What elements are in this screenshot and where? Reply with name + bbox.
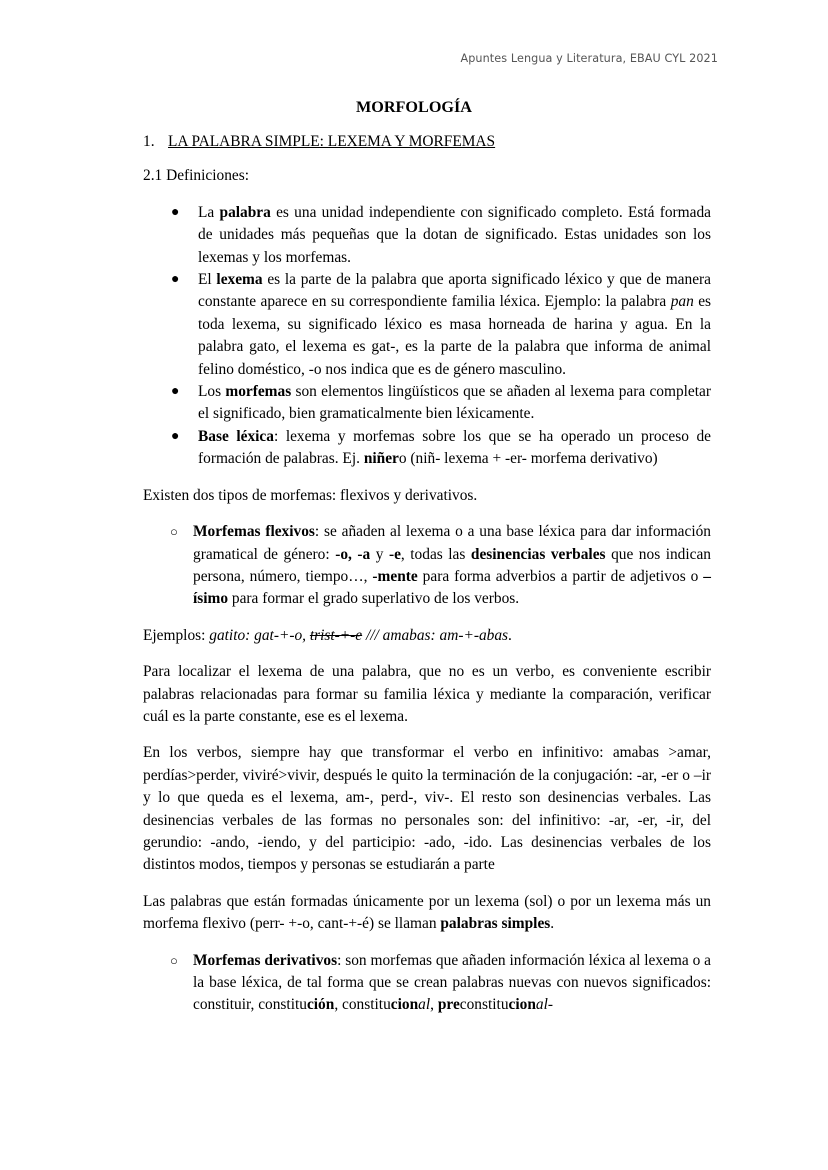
paragraph-simples: Las palabras que están formadas únicamente por un lexema (sol) o por un lexema más un morfema flexivo (perr- +-o, cant-+-é) se llaman palabras simples. (143, 892, 711, 933)
definition-morfemas: ● Los morfemas son elementos lingüísticos que se añaden al lexema para completar el significado, bien gramaticalmente bien léxicamente. (171, 383, 711, 423)
paragraph-tipos: Existen dos tipos de morfemas: flexivos y derivativos. (143, 486, 478, 504)
page-title: MORFOLOGÍA (355, 98, 472, 116)
subsection-heading: 2.1 Definiciones: (143, 167, 249, 185)
bullet-icon: ● (171, 272, 180, 288)
definition-base-lexica: ● Base léxica: lexema y morfemas sobre los que se ha operado un proceso de formación de palabras. Ej. niñero (niñ- lexema + -er- morfema derivativo) (171, 427, 711, 468)
section-heading (143, 131, 711, 153)
paragraph-ejemplos: Ejemplos: gatito: gat-+-o, trist-+-e /// amabas: am-+-abas. (143, 626, 512, 644)
definition-palabra: ● La palabra es una unidad independiente con significado completo. Está formada de unidades más pequeñas que la dotan de significado. Estas unidades son los lexemas y los morfemas. (171, 203, 711, 266)
definitions-list (143, 202, 711, 471)
circle-bullet-icon: ○ (170, 524, 178, 540)
definition-lexema: ● El lexema es la parte de la palabra que aporta significado léxico y que de manera constante aparece en su correspondiente familia léxica. Ejemplo: la palabra pan es toda lexema, su significado léxico es masa horneada de harina y agua. En la palabra gato, el lexema es gat-, es la parte de la palabra que informa de animal felino doméstico, -o nos indica que es de género masculino. (171, 271, 712, 378)
circle-bullet-icon: ○ (170, 952, 178, 968)
bullet-icon: ● (171, 384, 180, 400)
paragraph-localizar: Para localizar el lexema de una palabra, que no es un verbo, es conveniente escribir palabras relacionadas para formar su familia léxica y mediante la comparación, verificar cuál es la parte constante, ese es el lexema. (143, 663, 711, 725)
morfemas-derivativos-item: ○ Morfemas derivativos: son morfemas que añaden información léxica al lexema o a la base léxica, de tal forma que se crean palabras nuevas con nuevos significados: constituir, constitución, constitucional, preconstitucional- (170, 951, 711, 1014)
morfemas-flexivos-item: ○ Morfemas flexivos: se añaden al lexema o a una base léxica para dar información gramatical de género: -o, -a y -e, todas las desinencias verbales que nos indican persona, número, tiempo…, -mente para forma adverbios a partir de adjetivos o –ísimo para formar el grado superlativo de los verbos. (170, 523, 712, 608)
page-header: Apuntes Lengua y Literatura, EBAU CYL 2021 (460, 52, 718, 65)
bullet-icon: ● (171, 428, 180, 444)
section-number: 1. (143, 133, 155, 150)
bullet-icon: ● (171, 204, 180, 220)
document-body (143, 131, 711, 1031)
section-title: LA PALABRA SIMPLE: LEXEMA Y MORFEMAS (168, 133, 496, 150)
paragraph-verbos: En los verbos, siempre hay que transformar el verbo en infinitivo: amabas >amar, perdías>perder, viviré>vivir, después le quito la terminación de la conjugación: -ar, -er o –ir y lo que queda es el lexema, am-, perd-, viv-. El resto son desinencias verbales. Las desinencias verbales de las formas no personales son: del infinitivo: -ar, -er, -ir, del gerundio: -ando, -iendo, y del participio: -ado, -ido. Las desinencias verbales de los distintos modos, tiempos y personas se estudiarán a parte (143, 744, 711, 874)
